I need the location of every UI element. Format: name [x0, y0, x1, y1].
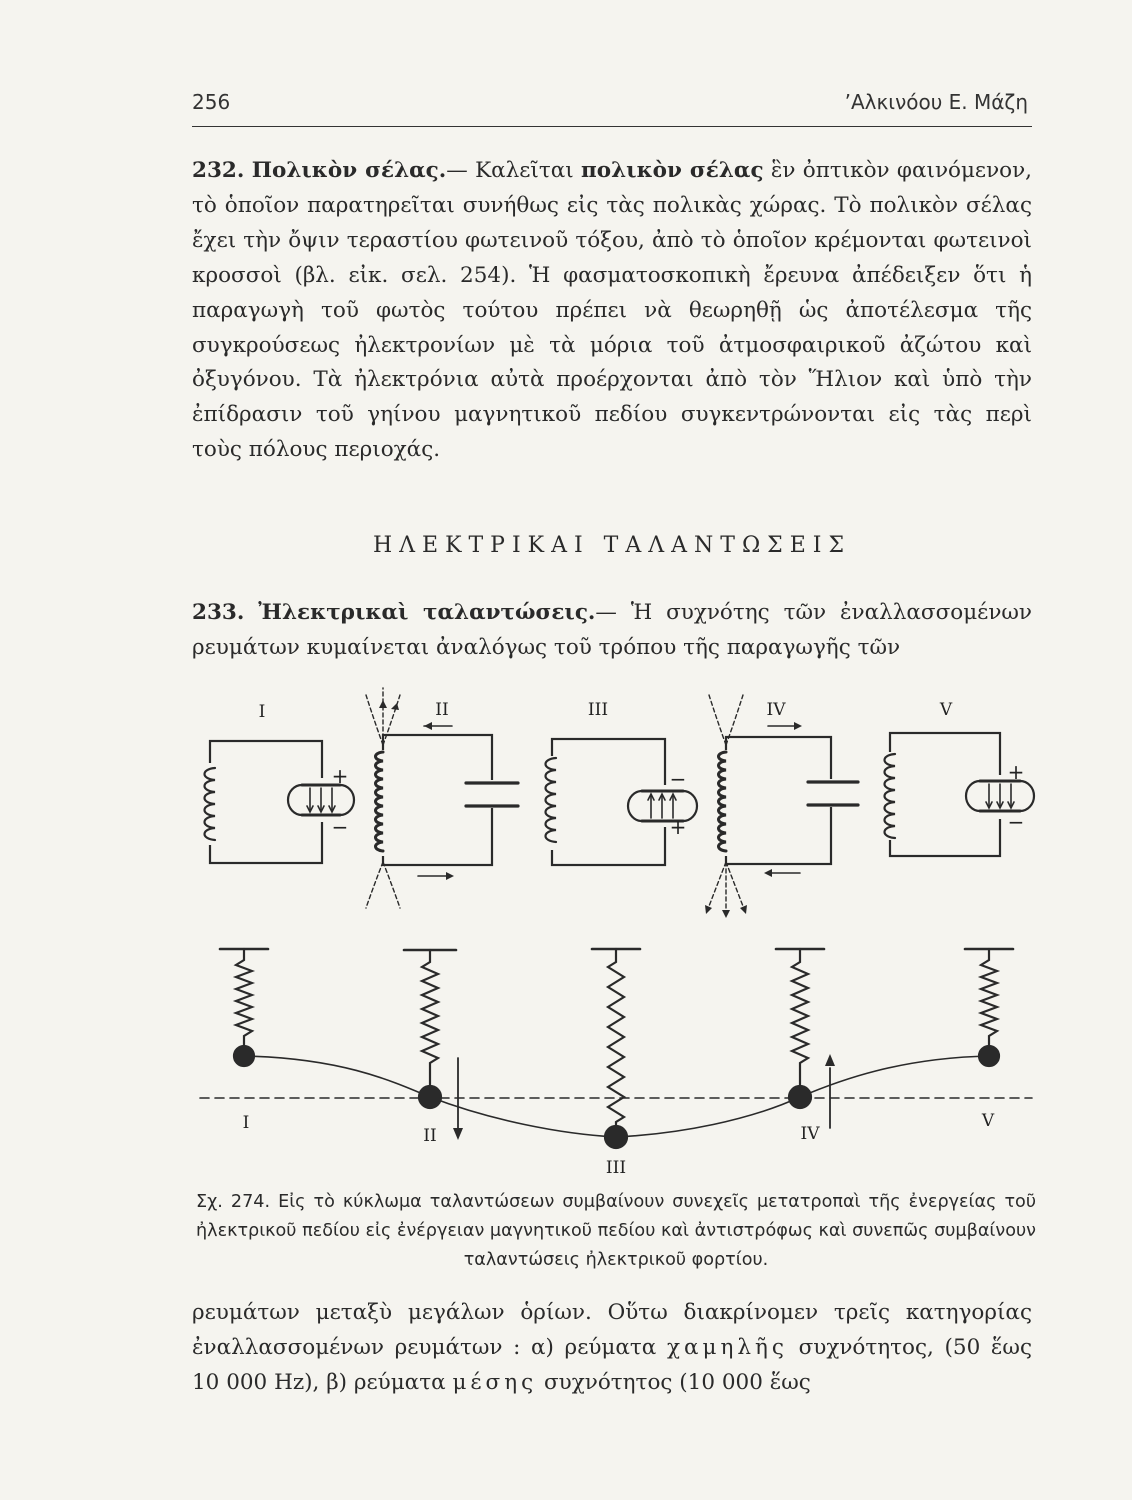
spring-4 [776, 949, 824, 1096]
body-text: ρευμάτων μεταξὺ μεγάλων ὁρίων. Οὕτω διακρίνομεν τρεῖς κατηγορίας ἐναλλασσομένων ρευμάτων : α) ρεύματα [192, 1300, 1032, 1360]
emphasis-low: χαμηλῆς [666, 1334, 788, 1360]
oscillator-label-3: III [605, 1158, 627, 1178]
section-title: Ἠλεκτρικαὶ ταλαντώσεις. [258, 600, 596, 625]
circuit-5 [880, 733, 1034, 856]
minus-sign: − [669, 767, 687, 791]
circuit-frame [726, 737, 831, 864]
spring-5 [965, 949, 1013, 1056]
oscillator-label-1: I [242, 1113, 250, 1133]
section-heading: ΗΛΕΚΤΡΙΚΑΙ ΤΑΛΑΝΤΩΣΕΙΣ [372, 533, 852, 558]
spring-1 [220, 949, 268, 1056]
circuit-1 [200, 741, 354, 863]
spring-2 [404, 950, 456, 1096]
circuit-label-4: IV [766, 700, 786, 720]
circuit-frame [210, 741, 322, 863]
emphasis-medium: μέσης [452, 1369, 538, 1395]
oscillator-label-5: V [981, 1111, 995, 1131]
circuit-3 [542, 739, 697, 865]
oscillator-label-4: IV [800, 1124, 820, 1144]
section-number: 232. [192, 158, 245, 183]
plus-sign: + [1007, 760, 1025, 784]
minus-sign: − [331, 815, 349, 839]
plus-sign: + [669, 815, 687, 839]
spring-3 [592, 949, 640, 1136]
minus-sign: − [1007, 810, 1025, 834]
running-author: ’Αλκινόου Ε. Μάζη [844, 90, 1028, 114]
section-number: 233. [192, 600, 245, 625]
field-arrows [986, 784, 1014, 808]
body-text: συχνότητος (10 000 ἕως [537, 1369, 811, 1395]
circuit-label-2: II [435, 700, 449, 720]
circuit-label-1: I [258, 702, 266, 722]
body-text: — Ἡ συχνότης τῶν ἐναλλασσομένων ρευμάτων κυμαίνεται ἀναλόγως τοῦ τρόπου τῆς παραγωγῆς τῶν [192, 600, 1032, 660]
field-outline [628, 791, 642, 821]
field-outline [1020, 781, 1034, 811]
circuit-frame [383, 735, 492, 865]
field-outline [966, 781, 980, 811]
keyword: πολικὸν σέλας [581, 158, 764, 183]
plus-sign: + [331, 764, 349, 788]
figure-caption: Σχ. 274. Εἰς τὸ κύκλωμα ταλαντώσεων συμβαίνουν συνεχεῖς μετατροπαὶ τῆς ἐνεργείας τοῦ ἠλεκτρικοῦ πεδίου εἰς ἐνέργειαν μαγνητικοῦ πεδίου καὶ ἀντιστρόφως καὶ συνεπῶς συμβαίνουν ταλαντώσεις ἠλεκτρικοῦ φορτίου. [196, 1192, 1036, 1270]
circuit-frame [890, 733, 1000, 856]
section-title: Πολικὸν σέλας. [251, 158, 447, 183]
circuit-4 [705, 695, 858, 918]
page-number: 256 [192, 90, 231, 114]
circuit-label-5: V [939, 700, 953, 720]
paragraph-continuation [192, 1296, 1032, 1401]
field-outline [340, 785, 354, 815]
circuit-2 [366, 688, 518, 908]
body-text: ἓν ὀπτικὸν φαινόμενον, τὸ ὁποῖον παρατηρεῖται συνήθως εἰς τὰς πολικὰς χώρας. Τὸ πολικὸν σέλας ἔχει τὴν ὄψιν τεραστίου φωτεινοῦ τόξου, ἀπὸ τὸ ὁποῖον κρέμονται φωτεινοὶ κροσσοὶ (βλ. εἰκ. σελ. 254). Ἡ φασματοσκοπικὴ ἔρευνα ἀπέδειξεν ὅτι ἡ παραγωγὴ τοῦ φωτὸς τούτου πρέπει νὰ θεωρηθῇ ὡς ἀποτέλεσμα τῆς συγκρούσεως ἠλεκτρονίων μὲ τὰ μόρια τοῦ ἀτμοσφαιρικοῦ ἀζώτου καὶ ὀξυγόνου. Τὰ ἠλεκτρόνια αὐτὰ προέρχονται ἀπὸ τὸν Ἥλιον καὶ ὑπὸ τὴν ἐπίδρασιν τοῦ γηίνου μαγνητικοῦ πεδίου συγκεντρώνονται εἰς τὰς περὶ τοὺς πόλους περιοχάς. [192, 158, 1032, 463]
field-arrows [307, 788, 335, 812]
field-outline [288, 785, 302, 815]
body-text: συχνότητος, (50 ἕως 10 000 Hz), β) ρεύματα [192, 1334, 1033, 1395]
lead-text: — Καλεῖται [446, 158, 582, 183]
circuit-label-3: III [587, 700, 609, 720]
oscillator-label-2: II [423, 1126, 437, 1146]
circuit-frame [552, 739, 665, 865]
